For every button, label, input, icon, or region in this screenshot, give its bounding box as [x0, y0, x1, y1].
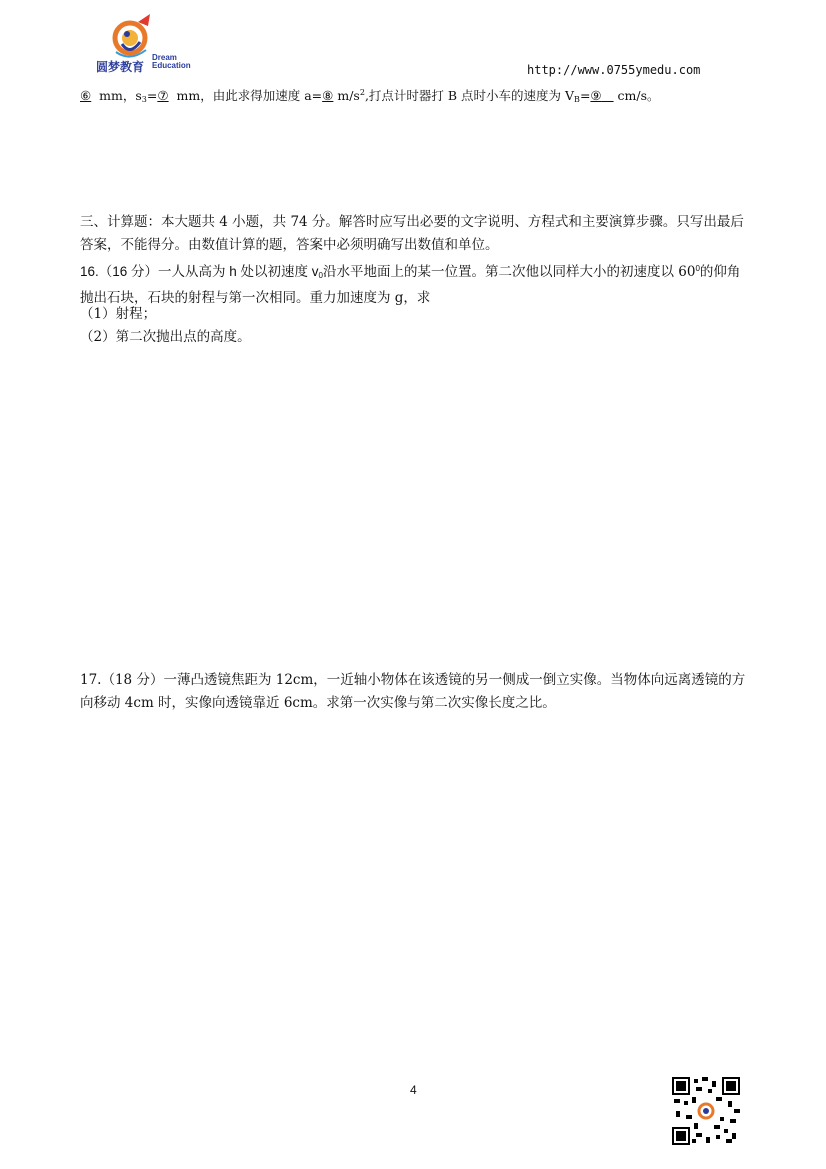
- fill-text-a: mm，s: [99, 88, 142, 103]
- fill-text-e: ,打点计时器打 B 点时小车的速度为 V: [364, 88, 575, 103]
- fill-sub-b: B: [574, 95, 580, 104]
- question-16-part-2: （2）第二次抛出点的高度。: [80, 329, 251, 345]
- q16-degree-sup: 0: [695, 264, 700, 273]
- fill-text-g: cm/s。: [617, 88, 660, 103]
- blank-6: ⑥: [80, 88, 92, 103]
- blank-8: ⑧: [322, 88, 334, 103]
- fill-text-d: m/s: [337, 88, 360, 103]
- q16-tail: 的仰角抛出石块，石块的射程与第一次相同。重力加速度为 g，求: [80, 264, 741, 306]
- page-number: 4: [410, 1083, 417, 1097]
- fill-text-f: =: [579, 88, 591, 103]
- question-16-part-1: （1）射程；: [80, 306, 157, 322]
- q16-mid: 沿水平地面上的某一位置。第二次他以同样大小的初速度以 60: [323, 264, 696, 280]
- logo-english-line1: Dream: [152, 53, 177, 62]
- blank-7: ⑦: [157, 88, 169, 103]
- fill-in-line: [80, 86, 660, 104]
- q16-lead: 16.（16 分）一人从高为 h 处以初速度 v: [80, 264, 319, 279]
- section-3-instructions: 三、计算题：本大题共 4 小题，共 74 分。解答时应写出必要的文字说明、方程式和主要演算步骤。只写出最后答案，不能得分。由数值计算的题，答案中必须明确写出数值和单位。: [80, 214, 744, 253]
- fill-sup-2: 2: [359, 88, 365, 97]
- fill-text-c: mm，由此求得加速度 a=: [176, 88, 323, 103]
- q16-v-sub: 0: [318, 271, 323, 280]
- question-17: 17.（18 分）一薄凸透镜焦距为 12cm，一近轴小物体在该透镜的另一侧成一倒立实像。当物体向远离透镜的方向移动 4cm 时，实像向透镜靠近 6cm。求第一次实像与第二次实像长度之比。: [80, 672, 746, 711]
- logo-english-line2: Education: [152, 61, 191, 70]
- fill-sub-3: 3: [141, 95, 147, 104]
- fill-text-b: =: [146, 88, 158, 103]
- logo-english-name: [152, 54, 191, 70]
- qr-code: [672, 1077, 740, 1145]
- logo-chinese-name: 圆梦教育: [96, 60, 145, 74]
- blank-9: ⑨: [590, 88, 602, 103]
- site-url[interactable]: http://www.0755ymedu.com: [527, 63, 701, 77]
